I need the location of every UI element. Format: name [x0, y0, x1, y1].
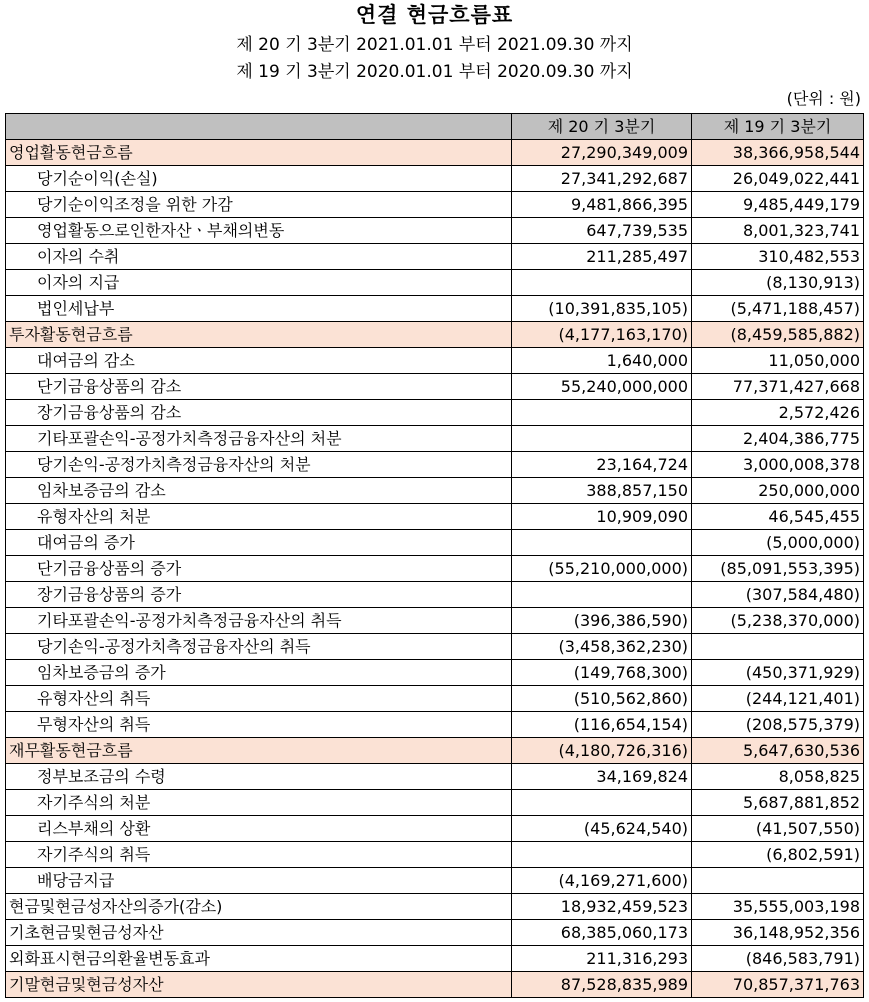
- table-row: [6, 166, 864, 192]
- row-label: 기초현금및현금성자산: [6, 920, 512, 946]
- prior-period-value: 2,572,426: [692, 400, 864, 426]
- period-current: 제 20 기 3분기 2021.01.01 부터 2021.09.30 까지: [236, 35, 633, 55]
- row-label: 당기손익-공정가치측정금융자산의 처분: [6, 452, 512, 478]
- current-period-value: [512, 842, 692, 868]
- table-row: [6, 712, 864, 738]
- table-header-row: [6, 114, 864, 140]
- current-period-value: 23,164,724: [512, 452, 692, 478]
- current-period-value: (116,654,154): [512, 712, 692, 738]
- row-label: 법인세납부: [6, 296, 512, 322]
- current-period-value: 87,528,835,989: [512, 972, 692, 998]
- current-period-value: 647,739,535: [512, 218, 692, 244]
- row-label: 대여금의 감소: [6, 348, 512, 374]
- prior-period-value: 250,000,000: [692, 478, 864, 504]
- current-period-value: 34,169,824: [512, 764, 692, 790]
- statement-title: 연결 현금흐름표: [355, 2, 514, 27]
- current-period-value: 1,640,000: [512, 348, 692, 374]
- prior-period-value: (5,471,188,457): [692, 296, 864, 322]
- current-period-value: (10,391,835,105): [512, 296, 692, 322]
- table-row: [6, 426, 864, 452]
- table-row: [6, 296, 864, 322]
- current-period-value: 211,285,497: [512, 244, 692, 270]
- current-period-value: 27,290,349,009: [512, 140, 692, 166]
- current-period-value: [512, 790, 692, 816]
- row-label: 임차보증금의 증가: [6, 660, 512, 686]
- prior-period-value: (8,130,913): [692, 270, 864, 296]
- table-row: [6, 868, 864, 894]
- row-label: 유형자산의 취득: [6, 686, 512, 712]
- prior-period-value: 36,148,952,356: [692, 920, 864, 946]
- row-label: 외화표시현금의환율변동효과: [6, 946, 512, 972]
- prior-period-value: [692, 634, 864, 660]
- current-period-value: (510,562,860): [512, 686, 692, 712]
- current-period-value: 27,341,292,687: [512, 166, 692, 192]
- table-row: [6, 764, 864, 790]
- row-label: 당기순이익조정을 위한 가감: [6, 192, 512, 218]
- current-period-value: (45,624,540): [512, 816, 692, 842]
- row-label: 당기순이익(손실): [6, 166, 512, 192]
- table-row: [6, 582, 864, 608]
- prior-period-value: 77,371,427,668: [692, 374, 864, 400]
- current-period-value: (149,768,300): [512, 660, 692, 686]
- table-row: [6, 218, 864, 244]
- current-period-value: (3,458,362,230): [512, 634, 692, 660]
- header-label-column: [6, 114, 512, 140]
- prior-period-value: 5,647,630,536: [692, 738, 864, 764]
- current-period-value: 388,857,150: [512, 478, 692, 504]
- row-label: 재무활동현금흐름: [6, 738, 512, 764]
- row-label: 영업활동현금흐름: [6, 140, 512, 166]
- prior-period-value: 26,049,022,441: [692, 166, 864, 192]
- table-row: [6, 660, 864, 686]
- current-period-value: (55,210,000,000): [512, 556, 692, 582]
- row-label: 이자의 수취: [6, 244, 512, 270]
- section-row: [6, 140, 864, 166]
- prior-period-value: 5,687,881,852: [692, 790, 864, 816]
- row-label: 임차보증금의 감소: [6, 478, 512, 504]
- header-current-period: 제 20 기 3분기: [512, 114, 692, 140]
- prior-period-value: 3,000,008,378: [692, 452, 864, 478]
- row-label: 기타포괄손익-공정가치측정금융자산의 처분: [6, 426, 512, 452]
- table-row: [6, 790, 864, 816]
- prior-period-value: 11,050,000: [692, 348, 864, 374]
- table-row: [6, 634, 864, 660]
- table-row: [6, 504, 864, 530]
- prior-period-value: 70,857,371,763: [692, 972, 864, 998]
- table-row: [6, 920, 864, 946]
- current-period-value: [512, 530, 692, 556]
- table-row: [6, 686, 864, 712]
- prior-period-value: (85,091,553,395): [692, 556, 864, 582]
- unit-label: (단위 : 원): [786, 89, 861, 108]
- current-period-value: 55,240,000,000: [512, 374, 692, 400]
- prior-period-value: (307,584,480): [692, 582, 864, 608]
- row-label: 영업활동으로인한자산ㆍ부채의변동: [6, 218, 512, 244]
- row-label: 리스부채의 상환: [6, 816, 512, 842]
- table-row: [6, 946, 864, 972]
- row-label: 무형자산의 취득: [6, 712, 512, 738]
- row-label: 배당금지급: [6, 868, 512, 894]
- current-period-value: (4,180,726,316): [512, 738, 692, 764]
- row-label: 기말현금및현금성자산: [6, 972, 512, 998]
- prior-period-value: (5,000,000): [692, 530, 864, 556]
- row-label: 유형자산의 처분: [6, 504, 512, 530]
- table-row: [6, 244, 864, 270]
- row-label: 당기손익-공정가치측정금융자산의 취득: [6, 634, 512, 660]
- table-row: [6, 894, 864, 920]
- current-period-value: [512, 270, 692, 296]
- current-period-value: [512, 400, 692, 426]
- table-row: [6, 608, 864, 634]
- prior-period-value: (6,802,591): [692, 842, 864, 868]
- prior-period-value: 9,485,449,179: [692, 192, 864, 218]
- prior-period-value: 38,366,958,544: [692, 140, 864, 166]
- section-row: [6, 972, 864, 998]
- table-row: [6, 270, 864, 296]
- current-period-value: 18,932,459,523: [512, 894, 692, 920]
- current-period-value: [512, 426, 692, 452]
- row-label: 이자의 지급: [6, 270, 512, 296]
- row-label: 장기금융상품의 감소: [6, 400, 512, 426]
- current-period-value: (4,177,163,170): [512, 322, 692, 348]
- section-row: [6, 738, 864, 764]
- current-period-value: (396,386,590): [512, 608, 692, 634]
- prior-period-value: (5,238,370,000): [692, 608, 864, 634]
- row-label: 단기금융상품의 감소: [6, 374, 512, 400]
- row-label: 기타포괄손익-공정가치측정금융자산의 취득: [6, 608, 512, 634]
- table-row: [6, 556, 864, 582]
- current-period-value: 68,385,060,173: [512, 920, 692, 946]
- row-label: 현금및현금성자산의증가(감소): [6, 894, 512, 920]
- row-label: 투자활동현금흐름: [6, 322, 512, 348]
- table-row: [6, 478, 864, 504]
- table-row: [6, 816, 864, 842]
- row-label: 단기금융상품의 증가: [6, 556, 512, 582]
- current-period-value: 211,316,293: [512, 946, 692, 972]
- current-period-value: (4,169,271,600): [512, 868, 692, 894]
- row-label: 자기주식의 처분: [6, 790, 512, 816]
- current-period-value: 9,481,866,395: [512, 192, 692, 218]
- prior-period-value: (846,583,791): [692, 946, 864, 972]
- header-prior-period: 제 19 기 3분기: [692, 114, 864, 140]
- row-label: 대여금의 증가: [6, 530, 512, 556]
- prior-period-value: (41,507,550): [692, 816, 864, 842]
- prior-period-value: 8,001,323,741: [692, 218, 864, 244]
- prior-period-value: (450,371,929): [692, 660, 864, 686]
- prior-period-value: [692, 868, 864, 894]
- current-period-value: 10,909,090: [512, 504, 692, 530]
- table-row: [6, 348, 864, 374]
- table-body: [6, 140, 864, 998]
- table-row: [6, 400, 864, 426]
- prior-period-value: 8,058,825: [692, 764, 864, 790]
- current-period-value: [512, 582, 692, 608]
- row-label: 장기금융상품의 증가: [6, 582, 512, 608]
- table-row: [6, 842, 864, 868]
- prior-period-value: 35,555,003,198: [692, 894, 864, 920]
- row-label: 자기주식의 취득: [6, 842, 512, 868]
- prior-period-value: (244,121,401): [692, 686, 864, 712]
- period-prior: 제 19 기 3분기 2020.01.01 부터 2020.09.30 까지: [236, 62, 633, 82]
- table-row: [6, 374, 864, 400]
- cash-flow-table: [5, 113, 864, 998]
- section-row: [6, 322, 864, 348]
- prior-period-value: 2,404,386,775: [692, 426, 864, 452]
- prior-period-value: 46,545,455: [692, 504, 864, 530]
- prior-period-value: (8,459,585,882): [692, 322, 864, 348]
- row-label: 정부보조금의 수령: [6, 764, 512, 790]
- table-row: [6, 530, 864, 556]
- prior-period-value: 310,482,553: [692, 244, 864, 270]
- prior-period-value: (208,575,379): [692, 712, 864, 738]
- table-row: [6, 452, 864, 478]
- table-row: [6, 192, 864, 218]
